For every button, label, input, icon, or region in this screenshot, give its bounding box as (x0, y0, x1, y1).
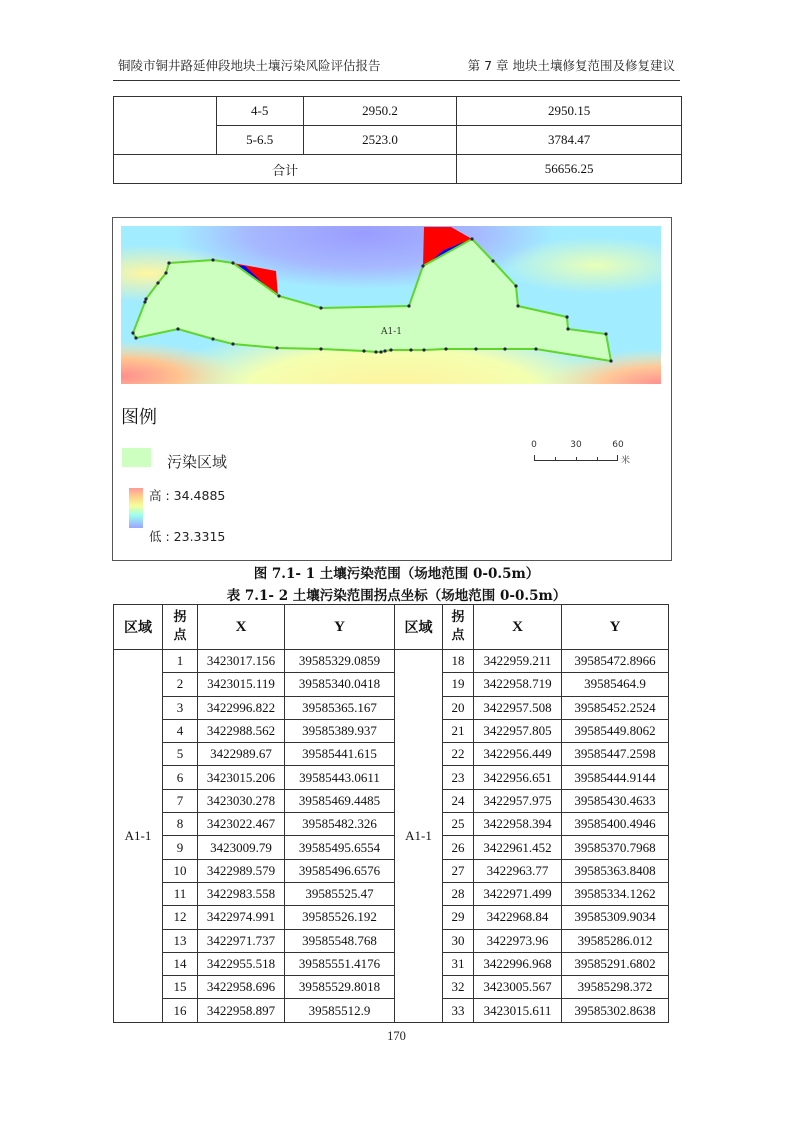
point-number-cell: 2 (163, 673, 198, 696)
x-coordinate-cell: 3423015.119 (198, 673, 285, 696)
x-coordinate-cell: 3422958.719 (474, 673, 562, 696)
y-coordinate-cell: 39585340.0418 (285, 673, 395, 696)
header-point (163, 605, 198, 650)
table-row (114, 743, 669, 766)
x-coordinate-cell: 3422961.452 (474, 836, 562, 859)
y-coordinate-cell: 39585529.8018 (285, 976, 395, 999)
polygon-vertex (407, 304, 410, 307)
y-coordinate-cell: 39585370.7968 (562, 836, 669, 859)
point-number-cell: 33 (443, 999, 474, 1022)
y-coordinate-cell: 39585452.2524 (562, 696, 669, 719)
header-region-2: 区域 (395, 605, 443, 650)
scale-label-30: 30 (570, 440, 582, 450)
point-number-cell: 21 (443, 719, 474, 742)
y-coordinate-cell: 39585363.8408 (562, 859, 669, 882)
x-coordinate-cell: 3422971.737 (198, 929, 285, 952)
point-number-cell: 14 (163, 952, 198, 975)
y-coordinate-cell: 39585548.768 (285, 929, 395, 952)
header-point-line1: 拐 (173, 610, 187, 626)
point-number-cell: 29 (443, 906, 474, 929)
volume-cell: 3784.47 (457, 126, 682, 155)
table-row (114, 813, 669, 836)
header-y-2: Y (562, 605, 669, 650)
table-row (114, 789, 669, 812)
x-coordinate-cell: 3423022.467 (198, 813, 285, 836)
y-coordinate-cell: 39585464.9 (562, 673, 669, 696)
map-svg (121, 226, 661, 384)
table-row (114, 696, 669, 719)
point-number-cell: 18 (443, 650, 474, 673)
polygon-vertex (422, 348, 425, 351)
y-coordinate-cell: 39585449.8062 (562, 719, 669, 742)
polygon-vertex (421, 264, 424, 267)
polygon-vertex (374, 350, 377, 353)
running-header-chapter: 第 7 章 地块土壤修复范围及修复建议 (467, 58, 675, 73)
merged-empty-cell (114, 97, 217, 155)
x-coordinate-cell: 3422963.77 (474, 859, 562, 882)
x-coordinate-cell: 3423015.611 (474, 999, 562, 1022)
scale-bar (531, 440, 641, 470)
y-coordinate-cell: 39585286.012 (562, 929, 669, 952)
point-number-cell: 25 (443, 813, 474, 836)
y-coordinate-cell: 39585482.326 (285, 813, 395, 836)
polygon-label: A1-1 (381, 327, 402, 337)
polygon-vertex (514, 284, 517, 287)
x-coordinate-cell: 3422956.449 (474, 743, 562, 766)
table-row (114, 999, 669, 1022)
x-coordinate-cell: 3422974.991 (198, 906, 285, 929)
y-coordinate-cell: 39585469.4485 (285, 789, 395, 812)
polygon-vertex (167, 261, 170, 264)
point-number-cell: 10 (163, 859, 198, 882)
y-coordinate-cell: 39585447.2598 (562, 743, 669, 766)
total-value: 56656.25 (457, 155, 682, 184)
polygon-vertex (409, 348, 412, 351)
header-point-line2: 点 (451, 628, 465, 643)
point-number-cell: 27 (443, 859, 474, 882)
polygon-vertex (275, 346, 278, 349)
polygon-vertex (534, 347, 537, 350)
polygon-vertex (231, 261, 234, 264)
polygon-vertex (319, 347, 322, 350)
ramp-high-label: 高 : 34.4885 (149, 488, 226, 503)
point-number-cell: 16 (163, 999, 198, 1022)
y-coordinate-cell: 39585444.9144 (562, 766, 669, 789)
region-cell: A1-1 (395, 650, 443, 1023)
x-coordinate-cell: 3422959.211 (474, 650, 562, 673)
point-number-cell: 23 (443, 766, 474, 789)
polygon-vertex (565, 315, 568, 318)
y-coordinate-cell: 39585309.9034 (562, 906, 669, 929)
total-label: 合计 (114, 155, 457, 184)
header-point-2 (443, 605, 474, 650)
y-coordinate-cell: 39585496.6576 (285, 859, 395, 882)
polygon-vertex (566, 327, 569, 330)
y-coordinate-cell: 39585441.615 (285, 743, 395, 766)
header-x-2: X (474, 605, 562, 650)
x-coordinate-cell: 3422958.696 (198, 976, 285, 999)
x-coordinate-cell: 3422989.67 (198, 743, 285, 766)
polygon-vertex (277, 294, 280, 297)
polygon-vertex (143, 300, 146, 303)
point-number-cell: 22 (443, 743, 474, 766)
polygon-vertex (389, 348, 392, 351)
volume-cell: 2950.15 (457, 97, 682, 126)
point-number-cell: 13 (163, 929, 198, 952)
legend-title: 图例 (121, 407, 157, 428)
polygon-vertex (444, 347, 447, 350)
header-y: Y (285, 605, 395, 650)
depth-cell: 4-5 (216, 97, 303, 126)
polygon-vertex (176, 327, 179, 330)
point-number-cell: 32 (443, 976, 474, 999)
point-number-cell: 9 (163, 836, 198, 859)
table-row (114, 859, 669, 882)
y-coordinate-cell: 39585329.0859 (285, 650, 395, 673)
point-number-cell: 5 (163, 743, 198, 766)
y-coordinate-cell: 39585334.1262 (562, 882, 669, 905)
scale-tick (576, 457, 577, 460)
polygon-vertex (156, 281, 159, 284)
polygon-vertex (211, 337, 214, 340)
polygon-vertex (231, 342, 234, 345)
table-row (114, 906, 669, 929)
point-number-cell: 20 (443, 696, 474, 719)
y-coordinate-cell: 39585302.8638 (562, 999, 669, 1022)
y-coordinate-cell: 39585389.937 (285, 719, 395, 742)
x-coordinate-cell: 3423015.206 (198, 766, 285, 789)
x-coordinate-cell: 3423009.79 (198, 836, 285, 859)
x-coordinate-cell: 3422957.508 (474, 696, 562, 719)
area-cell: 2523.0 (303, 126, 457, 155)
running-header-title: 铜陵市铜井路延伸段地块土壤污染风险评估报告 (118, 58, 381, 73)
table-row (114, 766, 669, 789)
header-point-line1: 拐 (451, 610, 465, 626)
x-coordinate-cell: 3422958.394 (474, 813, 562, 836)
x-coordinate-cell: 3422957.805 (474, 719, 562, 742)
total-row (114, 155, 682, 184)
scale-tick (617, 455, 618, 460)
y-coordinate-cell: 39585298.372 (562, 976, 669, 999)
table-row (114, 719, 669, 742)
polygon-vertex (503, 347, 506, 350)
page-number: 170 (387, 1029, 406, 1043)
point-number-cell: 15 (163, 976, 198, 999)
x-coordinate-cell: 3422971.499 (474, 882, 562, 905)
area-cell: 2950.2 (303, 97, 457, 126)
scale-tick (534, 455, 535, 460)
y-coordinate-cell: 39585443.0611 (285, 766, 395, 789)
header-rule (113, 80, 680, 81)
figure-caption: 图 7.1- 1 土壤污染范围（场地范围 0-0.5m） (253, 566, 540, 582)
table-caption: 表 7.1- 2 土壤污染范围拐点坐标（场地范围 0-0.5m） (226, 588, 567, 604)
y-coordinate-cell: 39585472.8966 (562, 650, 669, 673)
polygon-vertex (164, 271, 167, 274)
color-ramp-legend (129, 488, 143, 528)
table-row (114, 836, 669, 859)
scale-label-60: 60 (612, 440, 624, 450)
point-number-cell: 28 (443, 882, 474, 905)
scale-line (534, 460, 618, 461)
point-number-cell: 30 (443, 929, 474, 952)
y-coordinate-cell: 39585495.6554 (285, 836, 395, 859)
coordinates-table (113, 604, 669, 1023)
x-coordinate-cell: 3422983.558 (198, 882, 285, 905)
region-cell: A1-1 (114, 650, 163, 1023)
scale-unit: 米 (621, 456, 631, 466)
map-canvas (121, 226, 661, 384)
legend-swatch-label: 污染区域 (167, 453, 228, 471)
legend-swatch-contaminated-area (122, 448, 151, 467)
x-coordinate-cell: 3422996.968 (474, 952, 562, 975)
x-coordinate-cell: 3422996.822 (198, 696, 285, 719)
polygon-vertex (362, 349, 365, 352)
x-coordinate-cell: 3422956.651 (474, 766, 562, 789)
y-coordinate-cell: 39585400.4946 (562, 813, 669, 836)
scale-tick (555, 457, 556, 460)
point-number-cell: 24 (443, 789, 474, 812)
contamination-map-figure (112, 217, 672, 561)
polygon-vertex (383, 349, 386, 352)
polygon-vertex (604, 332, 607, 335)
polygon-vertex (470, 237, 473, 240)
polygon-vertex (516, 304, 519, 307)
x-coordinate-cell: 3423030.278 (198, 789, 285, 812)
ramp-low-label: 低 : 23.3315 (149, 529, 226, 544)
point-number-cell: 31 (443, 952, 474, 975)
x-coordinate-cell: 3423017.156 (198, 650, 285, 673)
point-number-cell: 1 (163, 650, 198, 673)
polygon-vertex (491, 259, 494, 262)
point-number-cell: 19 (443, 673, 474, 696)
y-coordinate-cell: 39585525.47 (285, 882, 395, 905)
y-coordinate-cell: 39585551.4176 (285, 952, 395, 975)
point-number-cell: 4 (163, 719, 198, 742)
polygon-vertex (319, 306, 322, 309)
x-coordinate-cell: 3422958.897 (198, 999, 285, 1022)
y-coordinate-cell: 39585526.192 (285, 906, 395, 929)
polygon-vertex (211, 258, 214, 261)
polygon-vertex (609, 359, 612, 362)
polygon-vertex (144, 297, 147, 300)
table-row (114, 929, 669, 952)
x-coordinate-cell: 3422989.579 (198, 859, 285, 882)
table-row (114, 882, 669, 905)
header-region: 区域 (114, 605, 163, 650)
x-coordinate-cell: 3422955.518 (198, 952, 285, 975)
header-point-line2: 点 (173, 628, 187, 643)
y-coordinate-cell: 39585430.4633 (562, 789, 669, 812)
point-number-cell: 3 (163, 696, 198, 719)
polygon-vertex (131, 331, 134, 334)
table-header-row (114, 605, 669, 650)
y-coordinate-cell: 39585365.167 (285, 696, 395, 719)
header-x: X (198, 605, 285, 650)
x-coordinate-cell: 3422968.84 (474, 906, 562, 929)
polygon-vertex (474, 347, 477, 350)
polygon-vertex (379, 350, 382, 353)
point-number-cell: 6 (163, 766, 198, 789)
table-row (114, 650, 669, 673)
table-row (114, 673, 669, 696)
depth-cell: 5-6.5 (216, 126, 303, 155)
point-number-cell: 7 (163, 789, 198, 812)
point-number-cell: 26 (443, 836, 474, 859)
y-coordinate-cell: 39585512.9 (285, 999, 395, 1022)
y-coordinate-cell: 39585291.6802 (562, 952, 669, 975)
x-coordinate-cell: 3423005.567 (474, 976, 562, 999)
x-coordinate-cell: 3422988.562 (198, 719, 285, 742)
coordinates-table-body (114, 650, 669, 1023)
x-coordinate-cell: 3422957.975 (474, 789, 562, 812)
x-coordinate-cell: 3422973.96 (474, 929, 562, 952)
continued-volume-table (113, 96, 682, 184)
point-number-cell: 12 (163, 906, 198, 929)
point-number-cell: 11 (163, 882, 198, 905)
scale-tick (597, 457, 598, 460)
table-row (114, 97, 682, 126)
point-number-cell: 8 (163, 813, 198, 836)
table-row (114, 952, 669, 975)
table-row (114, 976, 669, 999)
scale-label-0: 0 (531, 440, 537, 450)
polygon-vertex (134, 336, 137, 339)
